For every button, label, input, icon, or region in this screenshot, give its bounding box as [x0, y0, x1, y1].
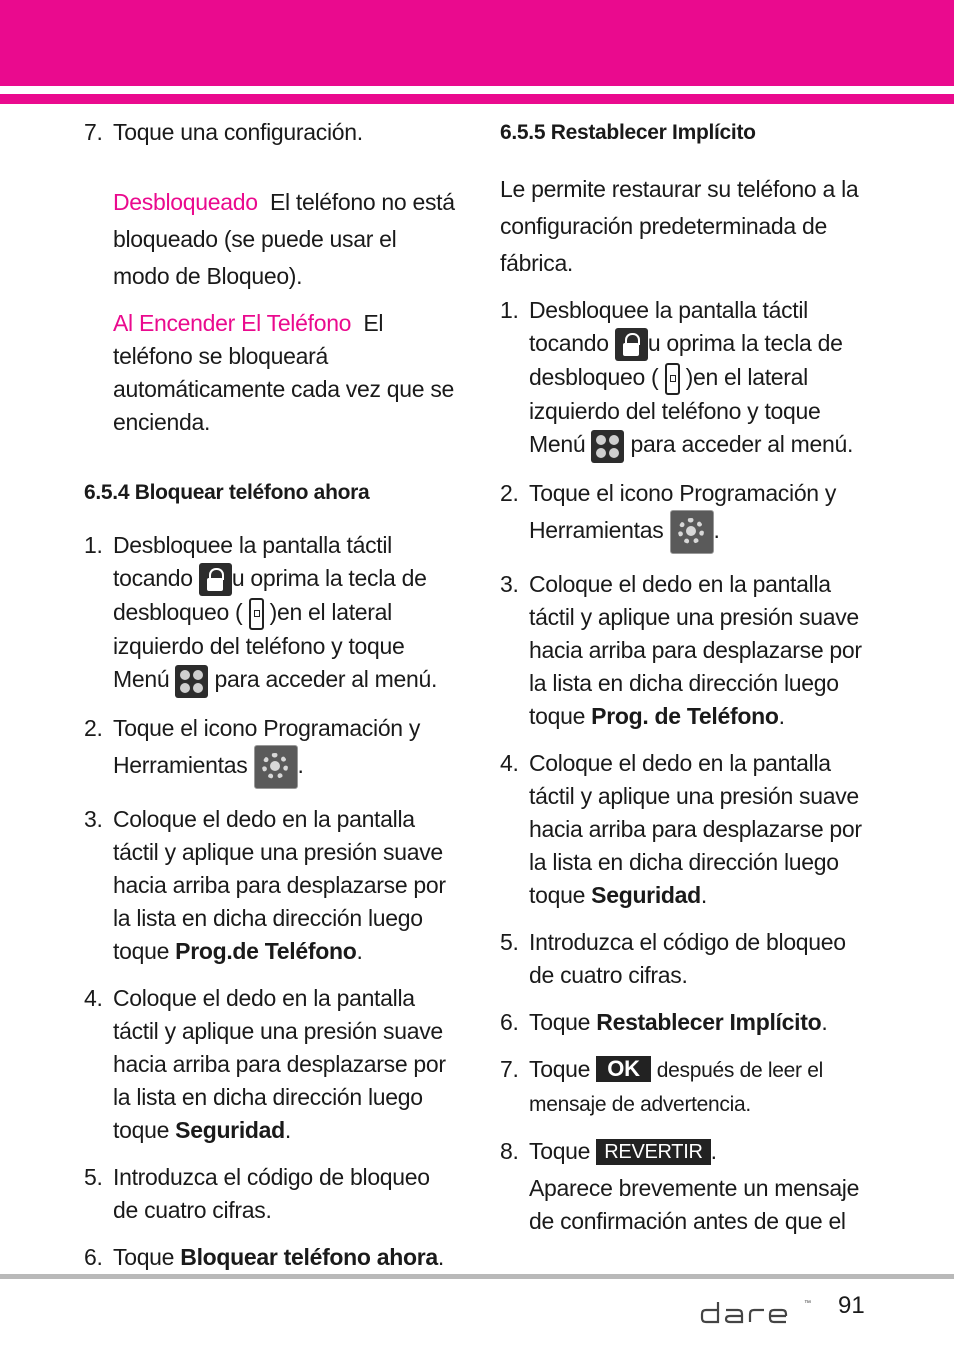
- settings-tools-icon: [254, 745, 298, 789]
- option-label: Al Encender El Teléfono: [113, 310, 352, 336]
- step-7-select-setting: 7. Toque una configuración.: [84, 119, 363, 145]
- lock-icon: [199, 563, 232, 596]
- option-unlocked: [84, 184, 456, 295]
- list-item: 3. Coloque el dedo en la pantalla táctil y aplique una presión suave hacia arriba para desplazarse por la lista en dicha dirección luego toque Prog. de Teléfono.: [500, 570, 862, 729]
- list-item: 3. Coloque el dedo en la pantalla táctil y aplique una presión suave hacia arriba para desplazarse por la lista en dicha dirección luego toque Prog.de Teléfono.: [84, 805, 446, 964]
- header-rule: [0, 94, 954, 104]
- list-item: 6. Toque Restablecer Implícito.: [500, 1008, 828, 1035]
- side-unlock-key-icon: [665, 363, 680, 395]
- header-bar: [0, 0, 954, 86]
- option-description: El teléfono se bloqueará automáticamente cada vez que se encienda.: [113, 310, 455, 435]
- list-item: 5. Introduzca el código de bloqueo de cuatro cifras.: [500, 928, 846, 988]
- list-item: 7. Toque OK después de leer el mensaje de advertencia.: [500, 1055, 823, 1116]
- page-number: 91: [838, 1292, 865, 1319]
- left-column: [84, 116, 456, 1274]
- menu-icon: [175, 665, 208, 698]
- lock-icon: [615, 328, 648, 361]
- list-item: 4. Coloque el dedo en la pantalla táctil y aplique una presión suave hacia arriba para desplazarse por la lista en dicha dirección luego toque Seguridad.: [500, 749, 862, 908]
- right-column: [500, 116, 872, 1238]
- list-item: 2. Toque el icono Programación y Herramientas .: [84, 712, 456, 789]
- footer-rule: [0, 1274, 954, 1279]
- list-item: 5. Introduzca el código de bloqueo de cuatro cifras.: [84, 1163, 430, 1223]
- option-on-power-up: [84, 307, 456, 439]
- section-heading-factory-reset: 6.5.5 Restablecer Implícito: [500, 121, 756, 144]
- list-item: 1. Desbloquee la pantalla táctil tocando u oprima la tecla de desbloqueo ( )en el lateral izquierdo del teléfono y toque Menú para acceder al menú.: [500, 294, 872, 463]
- dare-logo: [700, 1296, 818, 1328]
- list-item: 2. Toque el icono Programación y Herramientas .: [500, 477, 872, 554]
- revert-button[interactable]: REVERTIR: [596, 1139, 710, 1165]
- section-heading-lock-now: 6.5.4 Bloquear teléfono ahora: [84, 481, 370, 504]
- list-item: 6. Toque Bloquear teléfono ahora.: [84, 1243, 444, 1270]
- ok-button[interactable]: OK: [596, 1056, 650, 1082]
- option-description: El teléfono no está bloqueado (se puede usar el modo de Bloqueo).: [113, 189, 455, 289]
- option-label: Desbloqueado: [113, 189, 258, 215]
- list-item: 8. Toque REVERTIR . Aparece brevemente un mensaje de confirmación antes de que el: [500, 1135, 872, 1238]
- confirmation-note: Aparece brevemente un mensaje de confirmación antes de que el: [529, 1174, 860, 1234]
- list-item: 4. Coloque el dedo en la pantalla táctil y aplique una presión suave hacia arriba para desplazarse por la lista en dicha dirección luego toque Seguridad.: [84, 984, 446, 1143]
- settings-tools-icon: [670, 510, 714, 554]
- list-item: 1. Desbloquee la pantalla táctil tocando u oprima la tecla de desbloqueo ( )en el lateral izquierdo del teléfono y toque Menú para acceder al menú.: [84, 529, 456, 698]
- side-unlock-key-icon: [249, 598, 264, 630]
- menu-icon: [591, 430, 624, 463]
- section-intro: Le permite restaurar su teléfono a la configuración predeterminada de fábrica.: [500, 176, 859, 276]
- trademark: ™: [804, 1300, 811, 1307]
